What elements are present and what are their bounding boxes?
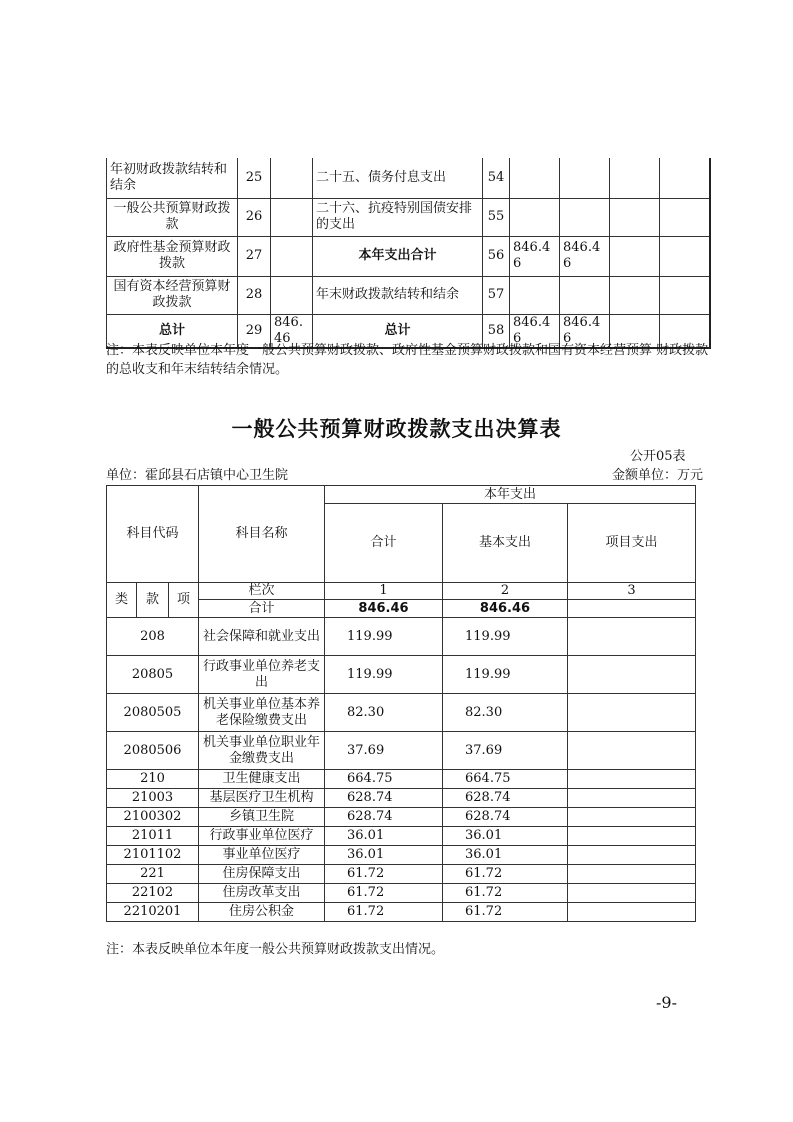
subject-code: 2101102	[107, 846, 199, 865]
subject-code: 210	[107, 770, 199, 789]
expense-total: 846.46	[510, 236, 560, 276]
amount-basic: 61.72	[443, 884, 568, 903]
amount-project	[568, 732, 696, 770]
income-amount	[271, 236, 313, 276]
row-number: 28	[238, 276, 271, 314]
amount-total: 628.74	[325, 808, 443, 827]
expense-table	[106, 485, 696, 922]
income-amount	[271, 198, 313, 236]
expense-basic	[560, 158, 610, 198]
amount-project	[568, 884, 696, 903]
table-row	[107, 770, 696, 789]
subject-name: 乡镇卫生院	[199, 808, 325, 827]
subject-code: 2080505	[107, 694, 199, 732]
amount-basic: 37.69	[443, 732, 568, 770]
row-number: 25	[238, 158, 271, 198]
subject-name: 行政事业单位养老支出	[199, 656, 325, 694]
subject-name: 卫生健康支出	[199, 770, 325, 789]
expense-item: 二十五、债务付息支出	[313, 158, 483, 198]
col-header-code: 科目代码	[107, 486, 199, 583]
col-number-1: 1	[325, 583, 443, 600]
amount-project	[568, 827, 696, 846]
empty-cell	[660, 236, 710, 276]
amount-project	[568, 789, 696, 808]
table-row	[107, 694, 696, 732]
empty-cell	[610, 276, 660, 314]
sum-basic: 846.46	[443, 600, 568, 618]
amount-project	[568, 694, 696, 732]
amount-project	[568, 656, 696, 694]
col-header-xiang: 项	[169, 583, 199, 618]
amount-total: 61.72	[325, 884, 443, 903]
col-header-kuan: 款	[137, 583, 169, 618]
col-header-total: 合计	[325, 504, 443, 583]
table-row	[107, 158, 710, 198]
income-item: 国有资本经营预算财政拨款	[107, 276, 238, 314]
income-amount	[271, 276, 313, 314]
amount-total: 664.75	[325, 770, 443, 789]
main-table-note: 注：本表反映单位本年度一般公共预算财政拨款支出情况。	[106, 942, 445, 957]
table-row	[107, 903, 696, 922]
row-number: 54	[483, 158, 510, 198]
expense-total	[510, 158, 560, 198]
amount-project	[568, 846, 696, 865]
amount-total: 61.72	[325, 903, 443, 922]
expense-total	[510, 276, 560, 314]
empty-cell	[660, 198, 710, 236]
expense-total-label: 总计	[313, 314, 483, 348]
expense-item: 本年支出合计	[313, 236, 483, 276]
subject-code: 208	[107, 618, 199, 656]
col-header-project: 项目支出	[568, 504, 696, 583]
amount-basic: 61.72	[443, 865, 568, 884]
unit-label: 单位：霍邱县石店镇中心卫生院	[106, 468, 289, 483]
expense-total	[510, 198, 560, 236]
subject-code: 221	[107, 865, 199, 884]
empty-cell	[660, 158, 710, 198]
expense-basic: 846.46	[560, 236, 610, 276]
income-total-label: 总计	[107, 314, 238, 348]
row-number: 58	[483, 314, 510, 348]
empty-cell	[610, 158, 660, 198]
subject-name: 基层医疗卫生机构	[199, 789, 325, 808]
amount-total: 37.69	[325, 732, 443, 770]
table-row	[107, 789, 696, 808]
row-number: 29	[238, 314, 271, 348]
subject-name: 住房改革支出	[199, 884, 325, 903]
subject-code: 21011	[107, 827, 199, 846]
subject-code: 21003	[107, 789, 199, 808]
amount-basic: 82.30	[443, 694, 568, 732]
amount-total: 61.72	[325, 865, 443, 884]
table-row	[107, 846, 696, 865]
table-row	[107, 236, 710, 276]
amount-unit-label: 金额单位：万元	[612, 468, 704, 483]
income-item: 一般公共预算财政拨款	[107, 198, 238, 236]
subject-code: 22102	[107, 884, 199, 903]
table-row	[107, 827, 696, 846]
subject-name: 行政事业单位医疗	[199, 827, 325, 846]
page-title: 一般公共预算财政拨款支出决算表	[231, 417, 562, 441]
subject-name: 机关事业单位基本养老保险缴费支出	[199, 694, 325, 732]
form-number: 公开05表	[630, 449, 686, 464]
income-item: 年初财政拨款结转和结余	[107, 158, 238, 198]
expense-basic	[560, 276, 610, 314]
amount-basic: 119.99	[443, 656, 568, 694]
amount-project	[568, 618, 696, 656]
subject-name: 住房保障支出	[199, 865, 325, 884]
table-row	[107, 618, 696, 656]
income-amount	[271, 158, 313, 198]
income-amount: 846.46	[271, 314, 313, 348]
expense-item: 二十六、抗疫特别国债安排的支出	[313, 198, 483, 236]
table-row	[107, 656, 696, 694]
col-header-basic: 基本支出	[443, 504, 568, 583]
col-number-2: 2	[443, 583, 568, 600]
expense-basic	[560, 198, 610, 236]
col-header-name: 科目名称	[199, 486, 325, 583]
subject-name: 机关事业单位职业年金缴费支出	[199, 732, 325, 770]
sum-label: 合计	[199, 600, 325, 618]
empty-cell	[610, 198, 660, 236]
table-row	[107, 884, 696, 903]
amount-basic: 628.74	[443, 808, 568, 827]
amount-basic: 628.74	[443, 789, 568, 808]
table-row	[107, 276, 710, 314]
amount-basic: 61.72	[443, 903, 568, 922]
amount-total: 119.99	[325, 656, 443, 694]
empty-cell	[610, 236, 660, 276]
amount-total: 82.30	[325, 694, 443, 732]
col-number-3: 3	[568, 583, 696, 600]
amount-project	[568, 865, 696, 884]
expense-item: 年末财政拨款结转和结余	[313, 276, 483, 314]
amount-total: 628.74	[325, 789, 443, 808]
amount-project	[568, 903, 696, 922]
subject-code: 2210201	[107, 903, 199, 922]
top-table-note: 注：本表反映单位本年度一般公共预算财政拨款、政府性基金预算财政拨款和国有资本经营预算 财政拨款的总收支和年末结转结余情况。	[106, 343, 709, 377]
table-row	[107, 732, 696, 770]
row-number: 56	[483, 236, 510, 276]
page-number: -9-	[656, 993, 677, 1012]
header-row	[107, 486, 696, 504]
col-number-row	[107, 583, 696, 600]
subject-code: 2080506	[107, 732, 199, 770]
amount-total: 119.99	[325, 618, 443, 656]
amount-basic: 36.01	[443, 827, 568, 846]
amount-project	[568, 808, 696, 827]
subject-name: 事业单位医疗	[199, 846, 325, 865]
row-number: 57	[483, 276, 510, 314]
sum-total: 846.46	[325, 600, 443, 618]
subject-name: 住房公积金	[199, 903, 325, 922]
col-header-current-exp: 本年支出	[325, 486, 696, 504]
amount-total: 36.01	[325, 827, 443, 846]
subject-name: 社会保障和就业支出	[199, 618, 325, 656]
amount-basic: 36.01	[443, 846, 568, 865]
row-number: 26	[238, 198, 271, 236]
row-number: 55	[483, 198, 510, 236]
expense-total: 846.46	[510, 314, 560, 348]
table-row	[107, 865, 696, 884]
income-expense-table	[106, 158, 711, 349]
subject-code: 20805	[107, 656, 199, 694]
amount-project	[568, 770, 696, 789]
amount-basic: 119.99	[443, 618, 568, 656]
empty-cell	[660, 276, 710, 314]
amount-basic: 664.75	[443, 770, 568, 789]
sum-project	[568, 600, 696, 618]
amount-total: 36.01	[325, 846, 443, 865]
col-number-label: 栏次	[199, 583, 325, 600]
table-row	[107, 808, 696, 827]
expense-basic: 846.46	[560, 314, 610, 348]
row-number: 27	[238, 236, 271, 276]
col-header-lei: 类	[107, 583, 137, 618]
table-row	[107, 198, 710, 236]
subject-code: 2100302	[107, 808, 199, 827]
income-item: 政府性基金预算财政拨款	[107, 236, 238, 276]
